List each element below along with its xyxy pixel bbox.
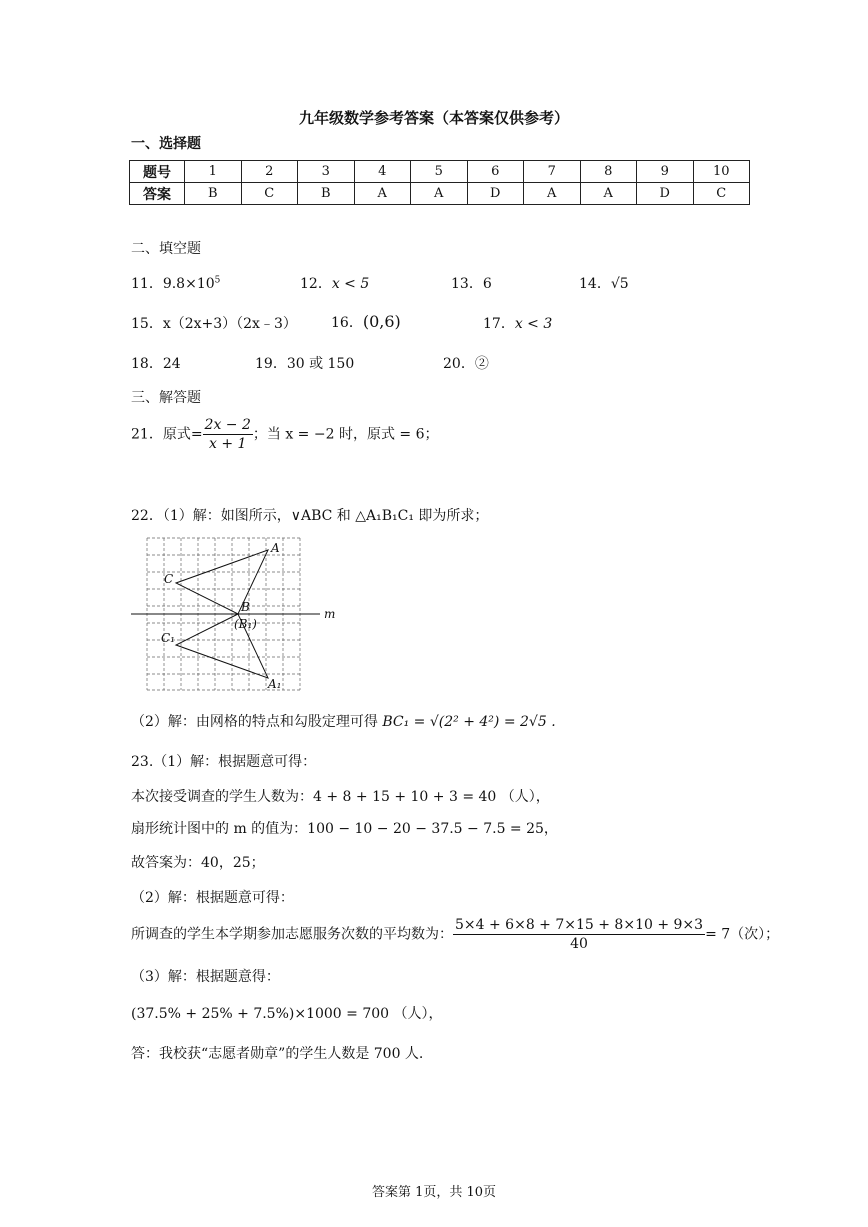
answer-15: 15．x（2x+3）（2x﹣3） (131, 316, 297, 332)
answer-table (129, 160, 750, 205)
table-row-answers (130, 183, 750, 205)
answer-16 (331, 312, 401, 332)
answer-11 (131, 273, 220, 293)
fraction-denominator: 40 (570, 936, 588, 952)
answer-16-value: (0,6) (362, 312, 401, 331)
label-c: C (164, 572, 174, 586)
answer-17-label: 17． (483, 316, 515, 332)
row-label-answer: 答案 (130, 183, 185, 205)
answer-22-line1: 22．（1）解：如图所示，∨ABC 和 △A₁B₁C₁ 即为所求； (131, 508, 489, 524)
table-cell: A (411, 183, 468, 205)
answer-21-fraction (203, 416, 253, 453)
table-cell: B (185, 183, 242, 205)
table-cell: 4 (354, 161, 411, 183)
answer-13: 13．6 (451, 276, 492, 292)
answer-23-line5: （2）解：根据题意可得： (131, 890, 294, 906)
table-cell: D (467, 183, 524, 205)
answer-23-fraction (453, 916, 705, 953)
table-cell: C (693, 183, 750, 205)
table-cell: 3 (298, 161, 355, 183)
answer-14-label: 14． (579, 276, 611, 292)
page-title: 九年级数学参考答案（本答案仅供参考） (298, 109, 569, 127)
answer-18: 18．24 (131, 356, 181, 372)
answer-23-line7: （3）解：根据题意得： (131, 969, 280, 985)
answer-12-value: x < 5 (331, 276, 370, 292)
answer-23-line4: 故答案为：40，25； (131, 855, 265, 871)
table-cell: 7 (524, 161, 581, 183)
table-cell: 9 (637, 161, 694, 183)
table-cell: A (524, 183, 581, 205)
section3-heading: 三、解答题 (131, 390, 201, 406)
answer-11-label: 11． (131, 276, 163, 292)
answer-23-line1: 23.（1）解：根据题意可得： (131, 754, 317, 770)
table-cell: A (580, 183, 637, 205)
fraction-denominator: x + 1 (209, 436, 247, 452)
label-a: A (271, 541, 280, 555)
answer-22-line2-formula: BC₁ = √(2² + 4²) = 2√5 . (382, 714, 556, 730)
answer-17-value: x < 3 (514, 316, 553, 332)
answer-11-exponent: 5 (214, 275, 221, 286)
table-cell: 8 (580, 161, 637, 183)
answer-23-line6 (131, 916, 779, 953)
label-b1: (B₁) (234, 617, 257, 631)
table-cell: 5 (411, 161, 468, 183)
page-footer: 答案第 1页，共 10页 (371, 1185, 497, 1200)
geometry-figure (128, 535, 338, 695)
answer-23-line9: 答：我校获“志愿者勋章”的学生人数是 700 人. (131, 1046, 424, 1062)
answer-12 (300, 273, 369, 293)
answer-21 (131, 416, 439, 453)
fraction-numerator: 5×4 + 6×8 + 7×15 + 8×10 + 9×3 (455, 917, 704, 933)
answer-23-line2: 本次接受调查的学生人数为：4 + 8 + 15 + 10 + 3 = 40 （人）， (131, 789, 550, 805)
answer-14-value: √5 (610, 276, 629, 292)
label-a1: A₁ (268, 677, 282, 691)
answer-12-label: 12． (300, 276, 332, 292)
table-cell: 1 (185, 161, 242, 183)
table-cell: 2 (241, 161, 298, 183)
table-cell: 6 (467, 161, 524, 183)
label-c1: C₁ (161, 631, 175, 645)
answer-20: 20．② (443, 356, 489, 372)
fraction-numerator: 2x − 2 (204, 417, 251, 433)
answer-19: 19．30 或 150 (255, 356, 355, 372)
answer-23-line3: 扇形统计图中的 m 的值为：100 − 10 − 20 − 37.5 − 7.5 = 25， (131, 821, 558, 837)
answer-14 (579, 273, 629, 293)
answer-23-line8: (37.5% + 25% + 7.5%)×1000 = 700 （人）， (131, 1006, 443, 1022)
answer-23-line6-suffix: = 7（次）； (705, 926, 780, 943)
section2-heading: 二、填空题 (131, 241, 201, 257)
triangle-abc (176, 550, 268, 614)
table-cell: D (637, 183, 694, 205)
table-row-numbers (130, 161, 750, 183)
table-cell: B (298, 183, 355, 205)
label-m: m (324, 607, 336, 621)
row-label-question: 题号 (130, 161, 185, 183)
answer-23-line6-prefix: 所调查的学生本学期参加志愿服务次数的平均数为： (131, 926, 453, 943)
answer-22-line2 (131, 711, 556, 731)
answer-21-prefix: 21．原式= (131, 426, 203, 443)
answer-21-suffix: ；当 x = −2 时，原式 = 6； (252, 426, 439, 443)
answer-22-line2-prefix: （2）解：由网格的特点和勾股定理可得 (131, 714, 383, 730)
table-cell: A (354, 183, 411, 205)
table-cell: C (241, 183, 298, 205)
answer-11-value: 9.8×10 (162, 276, 215, 292)
section1-heading: 一、选择题 (131, 136, 201, 152)
answer-16-label: 16． (331, 315, 363, 331)
answer-17 (483, 313, 552, 333)
label-b: B (241, 600, 250, 614)
table-cell: 10 (693, 161, 750, 183)
